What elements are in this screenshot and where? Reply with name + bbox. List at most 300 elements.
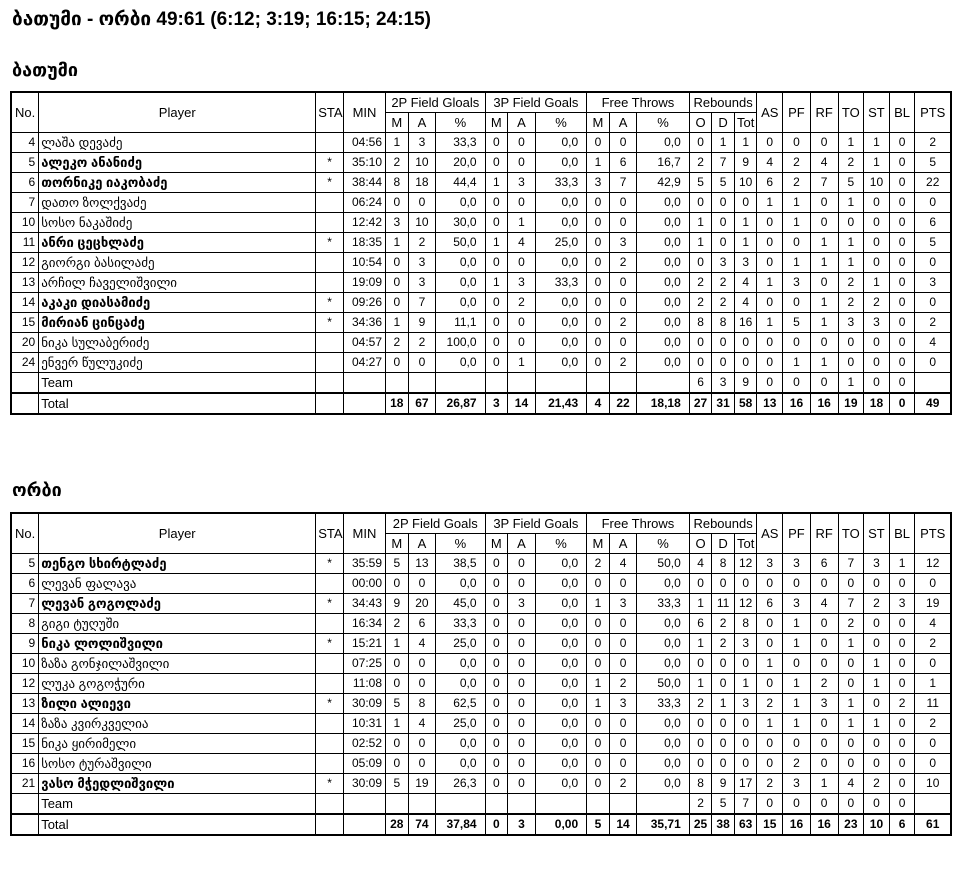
stat-rd: 3 xyxy=(712,253,735,273)
stat-fg2p: 0,0 xyxy=(436,734,485,754)
stat-fg3m: 0 xyxy=(485,153,508,173)
stat-bl: 2 xyxy=(889,694,915,714)
stat-pts: 11 xyxy=(915,694,951,714)
stat-as: 1 xyxy=(757,193,783,213)
stat-fg2m: 9 xyxy=(386,594,409,614)
stat-rt: 12 xyxy=(734,554,757,574)
stat-fg2m: 0 xyxy=(386,273,409,293)
stat-fg3a: 3 xyxy=(508,273,536,293)
stat-fg2a: 19 xyxy=(408,774,436,794)
stat-rd: 0 xyxy=(712,233,735,253)
stat-fta: 0 xyxy=(609,634,637,654)
header-row xyxy=(11,92,951,113)
stat-pf: 0 xyxy=(783,333,811,353)
starter-mark xyxy=(316,353,344,373)
stat-to: 2 xyxy=(838,153,864,173)
stat-fg2m: 0 xyxy=(386,654,409,674)
stat-pts: 6 xyxy=(915,213,951,233)
stat-st: 0 xyxy=(864,694,890,714)
team-row-empty xyxy=(587,794,610,815)
col-subheader-o: O xyxy=(689,113,712,133)
total-fg3m: 0 xyxy=(485,814,508,835)
stat-rt: 3 xyxy=(734,634,757,654)
stat-st: 1 xyxy=(864,273,890,293)
player-row xyxy=(11,734,951,754)
stat-ftm: 0 xyxy=(587,654,610,674)
stat-ftp: 0,0 xyxy=(637,614,689,634)
col-header-pf: PF xyxy=(783,92,811,133)
player-name: ალეკო ანანიძე xyxy=(39,153,316,173)
stat-fg3p: 0,0 xyxy=(535,614,586,634)
stat-ro: 1 xyxy=(689,233,712,253)
stat-pf: 0 xyxy=(783,574,811,594)
stat-rd: 9 xyxy=(712,774,735,794)
stat-st: 2 xyxy=(864,774,890,794)
stat-rd: 0 xyxy=(712,754,735,774)
stat-rt: 0 xyxy=(734,714,757,734)
stat-rt: 0 xyxy=(734,754,757,774)
team-row-empty xyxy=(386,794,409,815)
stat-ro: 0 xyxy=(689,734,712,754)
total-to: 23 xyxy=(838,814,864,835)
stat-as: 0 xyxy=(757,133,783,153)
stat-to: 1 xyxy=(838,233,864,253)
stat-fg3p: 0,0 xyxy=(535,293,586,313)
stat-ro: 1 xyxy=(689,634,712,654)
player-row xyxy=(11,213,951,233)
stat-ftm: 0 xyxy=(587,754,610,774)
team-row-st: 0 xyxy=(864,373,890,394)
starter-mark xyxy=(316,193,344,213)
stat-pts: 12 xyxy=(915,554,951,574)
col-header-no: No. xyxy=(11,92,39,133)
player-name: ვასო მჭედლიშვილი xyxy=(39,774,316,794)
stat-pts: 2 xyxy=(915,313,951,333)
box-score-table-batumi xyxy=(10,91,952,415)
stat-pf: 1 xyxy=(783,353,811,373)
stat-rd: 0 xyxy=(712,574,735,594)
team-row-empty xyxy=(508,794,536,815)
stat-fg3a: 0 xyxy=(508,754,536,774)
stat-fg2p: 33,3 xyxy=(436,614,485,634)
player-number: 14 xyxy=(11,293,39,313)
stat-fg2a: 0 xyxy=(408,654,436,674)
stat-fg3p: 0,0 xyxy=(535,754,586,774)
team-row-pts xyxy=(915,794,951,815)
stat-fg2a: 4 xyxy=(408,714,436,734)
total-ro: 25 xyxy=(689,814,712,835)
col-subheader-a: A xyxy=(609,534,637,554)
starter-mark xyxy=(316,674,344,694)
stat-ftm: 0 xyxy=(587,634,610,654)
team-row-pf: 0 xyxy=(783,794,811,815)
team-row-ro: 6 xyxy=(689,373,712,394)
stat-fg2m: 2 xyxy=(386,333,409,353)
minutes: 11:08 xyxy=(343,674,385,694)
team-row-empty xyxy=(637,794,689,815)
stat-pts: 22 xyxy=(915,173,951,193)
stat-fg3m: 0 xyxy=(485,313,508,333)
stat-ftp: 0,0 xyxy=(637,353,689,373)
player-row xyxy=(11,714,951,734)
stat-st: 1 xyxy=(864,654,890,674)
stat-rt: 0 xyxy=(734,353,757,373)
starter-mark: * xyxy=(316,694,344,714)
stat-fg2m: 8 xyxy=(386,173,409,193)
team-row-empty xyxy=(485,373,508,394)
stat-ftp: 0,0 xyxy=(637,193,689,213)
stat-fg2p: 11,1 xyxy=(436,313,485,333)
stat-bl: 0 xyxy=(889,313,915,333)
stat-rt: 3 xyxy=(734,694,757,714)
stat-rf: 1 xyxy=(810,293,838,313)
player-row xyxy=(11,754,951,774)
stat-fg3a: 2 xyxy=(508,293,536,313)
player-name: არჩილ ჩაველიშვილი xyxy=(39,273,316,293)
starter-mark: * xyxy=(316,233,344,253)
stat-fg2p: 50,0 xyxy=(436,233,485,253)
stat-rf: 1 xyxy=(810,313,838,333)
stat-fta: 0 xyxy=(609,734,637,754)
stat-fta: 3 xyxy=(609,694,637,714)
total-bl: 0 xyxy=(889,393,915,414)
stat-fg3a: 0 xyxy=(508,694,536,714)
stat-fg2p: 0,0 xyxy=(436,674,485,694)
stat-rf: 2 xyxy=(810,674,838,694)
stat-rd: 2 xyxy=(712,273,735,293)
stat-ftm: 1 xyxy=(587,594,610,614)
col-header-rf: RF xyxy=(810,513,838,554)
col-subheader-pct: % xyxy=(637,113,689,133)
stat-rd: 0 xyxy=(712,193,735,213)
stat-st: 0 xyxy=(864,213,890,233)
total-fg3m: 3 xyxy=(485,393,508,414)
team-row-pts xyxy=(915,373,951,394)
stat-fg3m: 0 xyxy=(485,353,508,373)
col-header-pts: PTS xyxy=(915,92,951,133)
team-heading-orbi: ორბი xyxy=(12,480,62,500)
player-row xyxy=(11,614,951,634)
stat-fg2m: 2 xyxy=(386,153,409,173)
player-number: 11 xyxy=(11,233,39,253)
stat-ftp: 50,0 xyxy=(637,674,689,694)
stat-rd: 2 xyxy=(712,614,735,634)
team-row xyxy=(11,373,951,394)
team-row-rt: 7 xyxy=(734,794,757,815)
col-header-st: ST xyxy=(864,513,890,554)
stat-rf: 0 xyxy=(810,614,838,634)
stat-rt: 1 xyxy=(734,233,757,253)
team-row xyxy=(11,794,951,815)
stat-fg2p: 30,0 xyxy=(436,213,485,233)
stat-rf: 1 xyxy=(810,353,838,373)
stat-fg2a: 20 xyxy=(408,594,436,614)
stat-fg3a: 0 xyxy=(508,193,536,213)
stat-fg3m: 0 xyxy=(485,674,508,694)
stat-rd: 0 xyxy=(712,734,735,754)
stat-as: 0 xyxy=(757,333,783,353)
stat-rd: 0 xyxy=(712,213,735,233)
stat-fg3p: 33,3 xyxy=(535,273,586,293)
stat-ftm: 0 xyxy=(587,293,610,313)
minutes: 12:42 xyxy=(343,213,385,233)
stat-rt: 16 xyxy=(734,313,757,333)
stat-fta: 0 xyxy=(609,133,637,153)
stat-st: 0 xyxy=(864,333,890,353)
stat-fg3p: 0,0 xyxy=(535,774,586,794)
team-row-empty xyxy=(408,373,436,394)
stat-fg3m: 0 xyxy=(485,774,508,794)
stat-rd: 1 xyxy=(712,694,735,714)
team-row-empty xyxy=(637,373,689,394)
stat-fg3p: 0,0 xyxy=(535,353,586,373)
stat-ftp: 0,0 xyxy=(637,233,689,253)
stat-ro: 6 xyxy=(689,614,712,634)
stat-fta: 0 xyxy=(609,654,637,674)
stat-rd: 1 xyxy=(712,133,735,153)
stat-as: 2 xyxy=(757,694,783,714)
stat-bl: 0 xyxy=(889,173,915,193)
stat-fg2m: 0 xyxy=(386,754,409,774)
stat-to: 0 xyxy=(838,674,864,694)
stat-ftp: 33,3 xyxy=(637,594,689,614)
stat-fta: 4 xyxy=(609,554,637,574)
player-row xyxy=(11,353,951,373)
stat-pf: 2 xyxy=(783,754,811,774)
col-subheader-a: A xyxy=(508,534,536,554)
col-header-min: MIN xyxy=(343,513,385,554)
stat-fg2p: 44,4 xyxy=(436,173,485,193)
stat-fg3m: 1 xyxy=(485,233,508,253)
stat-fta: 3 xyxy=(609,233,637,253)
stat-rf: 0 xyxy=(810,754,838,774)
player-name: ლევან ფალავა xyxy=(39,574,316,594)
stat-rd: 8 xyxy=(712,313,735,333)
stat-fta: 0 xyxy=(609,293,637,313)
starter-mark xyxy=(316,614,344,634)
stat-st: 0 xyxy=(864,353,890,373)
stat-ro: 1 xyxy=(689,213,712,233)
stat-fg2a: 9 xyxy=(408,313,436,333)
stat-fg3m: 0 xyxy=(485,654,508,674)
col-header-min: MIN xyxy=(343,92,385,133)
stat-fg2a: 0 xyxy=(408,734,436,754)
stat-fg3m: 0 xyxy=(485,594,508,614)
team-row-number xyxy=(11,794,39,815)
starter-mark xyxy=(316,273,344,293)
starter-mark: * xyxy=(316,153,344,173)
minutes: 16:34 xyxy=(343,614,385,634)
col-header-pts: PTS xyxy=(915,513,951,554)
stat-ftp: 0,0 xyxy=(637,774,689,794)
stat-as: 6 xyxy=(757,594,783,614)
total-fg2a: 67 xyxy=(408,393,436,414)
stat-bl: 0 xyxy=(889,754,915,774)
stat-st: 1 xyxy=(864,674,890,694)
total-ftp: 18,18 xyxy=(637,393,689,414)
stat-fg3p: 0,0 xyxy=(535,313,586,333)
stat-rd: 5 xyxy=(712,173,735,193)
total-fg2m: 18 xyxy=(386,393,409,414)
stat-fg3p: 0,0 xyxy=(535,674,586,694)
col-header-st: ST xyxy=(864,92,890,133)
col-header-bl: BL xyxy=(889,92,915,133)
player-name: ანრი ცეცხლაძე xyxy=(39,233,316,253)
stat-fg2p: 0,0 xyxy=(436,293,485,313)
stat-pts: 0 xyxy=(915,293,951,313)
stat-ftp: 0,0 xyxy=(637,734,689,754)
col-subheader-m: M xyxy=(386,113,409,133)
col-subheader-a: A xyxy=(408,113,436,133)
stat-rt: 0 xyxy=(734,654,757,674)
stat-pts: 10 xyxy=(915,774,951,794)
stat-fg3a: 0 xyxy=(508,634,536,654)
stat-as: 0 xyxy=(757,574,783,594)
minutes: 18:35 xyxy=(343,233,385,253)
stat-st: 0 xyxy=(864,574,890,594)
stat-bl: 0 xyxy=(889,734,915,754)
stat-pf: 1 xyxy=(783,674,811,694)
stat-pts: 2 xyxy=(915,634,951,654)
stat-ftm: 0 xyxy=(587,333,610,353)
stat-ro: 2 xyxy=(689,293,712,313)
total-ftp: 35,71 xyxy=(637,814,689,835)
stat-rd: 0 xyxy=(712,654,735,674)
player-row xyxy=(11,133,951,153)
player-row xyxy=(11,153,951,173)
stat-to: 2 xyxy=(838,614,864,634)
stat-ro: 1 xyxy=(689,594,712,614)
player-number: 10 xyxy=(11,654,39,674)
stat-fg2m: 0 xyxy=(386,674,409,694)
stat-ftp: 0,0 xyxy=(637,213,689,233)
minutes: 34:36 xyxy=(343,313,385,333)
stat-rf: 0 xyxy=(810,133,838,153)
stat-fg2m: 0 xyxy=(386,353,409,373)
stat-ro: 5 xyxy=(689,173,712,193)
player-name: ენვერ წულუკიძე xyxy=(39,353,316,373)
col-header-free-throws: Free Throws xyxy=(587,513,690,534)
player-name: ნიკა ყირიმელი xyxy=(39,734,316,754)
stat-pf: 0 xyxy=(783,654,811,674)
stat-ftp: 33,3 xyxy=(637,694,689,714)
stat-to: 5 xyxy=(838,173,864,193)
stat-ro: 2 xyxy=(689,694,712,714)
stat-fg3m: 0 xyxy=(485,714,508,734)
stat-bl: 0 xyxy=(889,253,915,273)
player-name: აკაკი დიასამიძე xyxy=(39,293,316,313)
stat-rd: 2 xyxy=(712,293,735,313)
stat-fg3p: 33,3 xyxy=(535,173,586,193)
stat-ftm: 1 xyxy=(587,694,610,714)
total-fta: 14 xyxy=(609,814,637,835)
total-as: 13 xyxy=(757,393,783,414)
stat-bl: 0 xyxy=(889,213,915,233)
stat-ftp: 0,0 xyxy=(637,313,689,333)
col-header-sta: STA xyxy=(316,92,344,133)
player-row xyxy=(11,554,951,574)
stat-pf: 0 xyxy=(783,734,811,754)
stat-rf: 0 xyxy=(810,213,838,233)
stat-pts: 4 xyxy=(915,333,951,353)
stat-pf: 5 xyxy=(783,313,811,333)
total-row-sta xyxy=(316,814,344,835)
stat-fg2p: 0,0 xyxy=(436,253,485,273)
team-row-empty xyxy=(535,794,586,815)
stat-to: 1 xyxy=(838,634,864,654)
player-number: 5 xyxy=(11,554,39,574)
stat-fg3a: 1 xyxy=(508,353,536,373)
stat-rt: 12 xyxy=(734,594,757,614)
total-ro: 27 xyxy=(689,393,712,414)
stat-ro: 2 xyxy=(689,153,712,173)
player-name: ლევან გოგოლაძე xyxy=(39,594,316,614)
player-row xyxy=(11,293,951,313)
stat-ftm: 0 xyxy=(587,574,610,594)
stat-fg2p: 25,0 xyxy=(436,634,485,654)
stat-to: 0 xyxy=(838,574,864,594)
player-name: ლაშა დევაძე xyxy=(39,133,316,153)
stat-ro: 0 xyxy=(689,654,712,674)
stat-as: 1 xyxy=(757,313,783,333)
stat-as: 6 xyxy=(757,173,783,193)
col-header-3p-field-goals: 3P Field Goals xyxy=(485,513,587,534)
stat-fta: 6 xyxy=(609,153,637,173)
stat-fg2p: 25,0 xyxy=(436,714,485,734)
stat-pts: 0 xyxy=(915,654,951,674)
col-header-2p-field-goals: 2P Field Goals xyxy=(386,513,486,534)
player-row xyxy=(11,774,951,794)
minutes: 30:09 xyxy=(343,774,385,794)
stat-ftp: 0,0 xyxy=(637,333,689,353)
stat-rf: 0 xyxy=(810,574,838,594)
player-number: 7 xyxy=(11,594,39,614)
stat-bl: 0 xyxy=(889,153,915,173)
stat-pf: 1 xyxy=(783,614,811,634)
stat-fg2p: 0,0 xyxy=(436,574,485,594)
stat-fta: 2 xyxy=(609,313,637,333)
stat-fg2m: 5 xyxy=(386,554,409,574)
stat-fg3p: 0,0 xyxy=(535,213,586,233)
stat-fg2m: 1 xyxy=(386,133,409,153)
team-row-pf: 0 xyxy=(783,373,811,394)
player-number: 7 xyxy=(11,193,39,213)
stat-fg2a: 0 xyxy=(408,674,436,694)
player-number: 12 xyxy=(11,253,39,273)
total-row-number xyxy=(11,814,39,835)
starter-mark: * xyxy=(316,594,344,614)
stat-ftp: 0,0 xyxy=(637,654,689,674)
col-header-free-throws: Free Throws xyxy=(587,92,690,113)
player-row xyxy=(11,333,951,353)
stat-fg3p: 0,0 xyxy=(535,193,586,213)
stat-as: 2 xyxy=(757,774,783,794)
stat-ftp: 0,0 xyxy=(637,714,689,734)
stat-fg2a: 18 xyxy=(408,173,436,193)
team-row-rf: 0 xyxy=(810,373,838,394)
minutes: 09:26 xyxy=(343,293,385,313)
stat-st: 3 xyxy=(864,313,890,333)
player-name: დათო ზოლქვაძე xyxy=(39,193,316,213)
stat-rd: 2 xyxy=(712,634,735,654)
stat-fg2m: 1 xyxy=(386,634,409,654)
col-header-rf: RF xyxy=(810,92,838,133)
stat-rf: 3 xyxy=(810,694,838,714)
col-subheader-pct: % xyxy=(436,113,485,133)
stat-fg3p: 0,0 xyxy=(535,634,586,654)
stat-to: 7 xyxy=(838,594,864,614)
player-name: თორნიკე იაკობაძე xyxy=(39,173,316,193)
